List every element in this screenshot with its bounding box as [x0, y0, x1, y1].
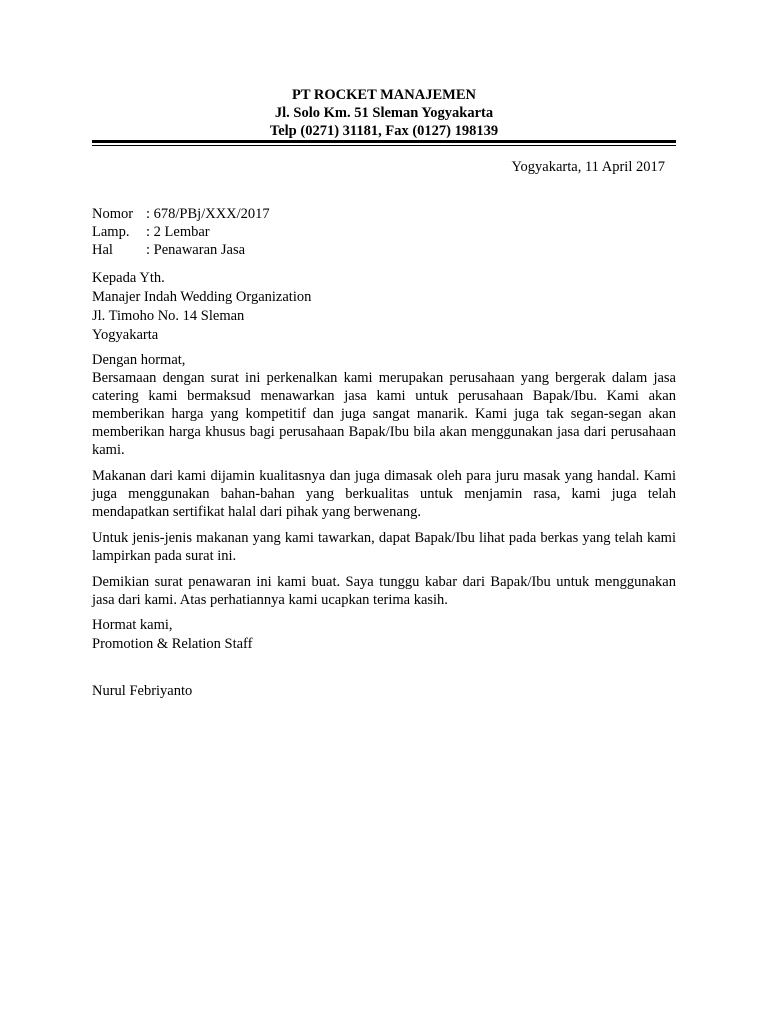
- recipient-line-3: Jl. Timoho No. 14 Sleman: [92, 308, 245, 324]
- recipient-line-2: Manajer Indah Wedding Organization: [92, 289, 312, 305]
- meta-lamp: [92, 223, 270, 241]
- letter-meta: [92, 205, 270, 259]
- body-paragraph-3: Untuk jenis-jenis makanan yang kami tawarkan, dapat Bapak/Ibu lihat pada berkas yang telah kami lampirkan pada surat ini.: [92, 530, 676, 564]
- letter-body: [92, 351, 676, 617]
- meta-nomor: [92, 205, 270, 223]
- letterhead: [92, 86, 676, 140]
- meta-lamp-label: Lamp.: [92, 224, 130, 240]
- company-address: Jl. Solo Km. 51 Sleman Yogyakarta: [274, 105, 494, 121]
- meta-hal-label: Hal: [92, 242, 113, 258]
- company-contact: Telp (0271) 31181, Fax (0127) 198139: [269, 123, 499, 139]
- salutation: Dengan hormat,: [92, 352, 186, 368]
- body-paragraph-4: Demikian surat penawaran ini kami buat. Saya tunggu kabar dari Bapak/Ibu untuk menggunakan jasa dari kami. Atas perhatiannya kami ucapkan terima kasih.: [92, 574, 676, 608]
- recipient-block: [92, 269, 311, 345]
- closing-block: [92, 616, 252, 654]
- closing-line-1: Hormat kami,: [92, 617, 173, 633]
- meta-hal-value: : Penawaran Jasa: [146, 242, 246, 258]
- body-paragraph-1: Bersamaan dengan surat ini perkenalkan kami merupakan perusahaan yang bergerak dalam jasa catering kami bermaksud menawarkan jasa kami untuk perusahaan Bapak/Ibu. Kami akan memberikan harga yang kompetitif dan juga sangat manarik. Kami juga tak segan-segan akan memberikan harga khusus bagi perusahaan Bapak/Ibu bila akan menggunakan jasa dari perusahaan kami.: [92, 370, 676, 458]
- company-name: PT ROCKET MANAJEMEN: [292, 87, 476, 103]
- recipient-line-1: Kepada Yth.: [92, 270, 165, 286]
- meta-nomor-value: : 678/PBj/XXX/2017: [146, 206, 270, 222]
- meta-hal: [92, 241, 270, 259]
- closing-line-2: Promotion & Relation Staff: [92, 636, 253, 652]
- body-paragraph-2: Makanan dari kami dijamin kualitasnya dan juga dimasak oleh para juru masak yang handal. Kami juga menggunakan bahan-bahan yang berkualitas untuk menjamin rasa, kami juga telah mendapatkan sertifikat halal dari pihak yang berwenang.: [92, 468, 676, 520]
- signer-name: Nurul Febriyanto: [92, 683, 193, 699]
- meta-nomor-label: Nomor: [92, 206, 134, 222]
- recipient-line-4: Yogyakarta: [92, 327, 159, 343]
- letterhead-rule-thin: [92, 145, 676, 146]
- letterhead-rule-thick: [92, 140, 676, 143]
- letter-date: Yogyakarta, 11 April 2017: [511, 159, 665, 175]
- meta-lamp-value: : 2 Lembar: [146, 224, 210, 240]
